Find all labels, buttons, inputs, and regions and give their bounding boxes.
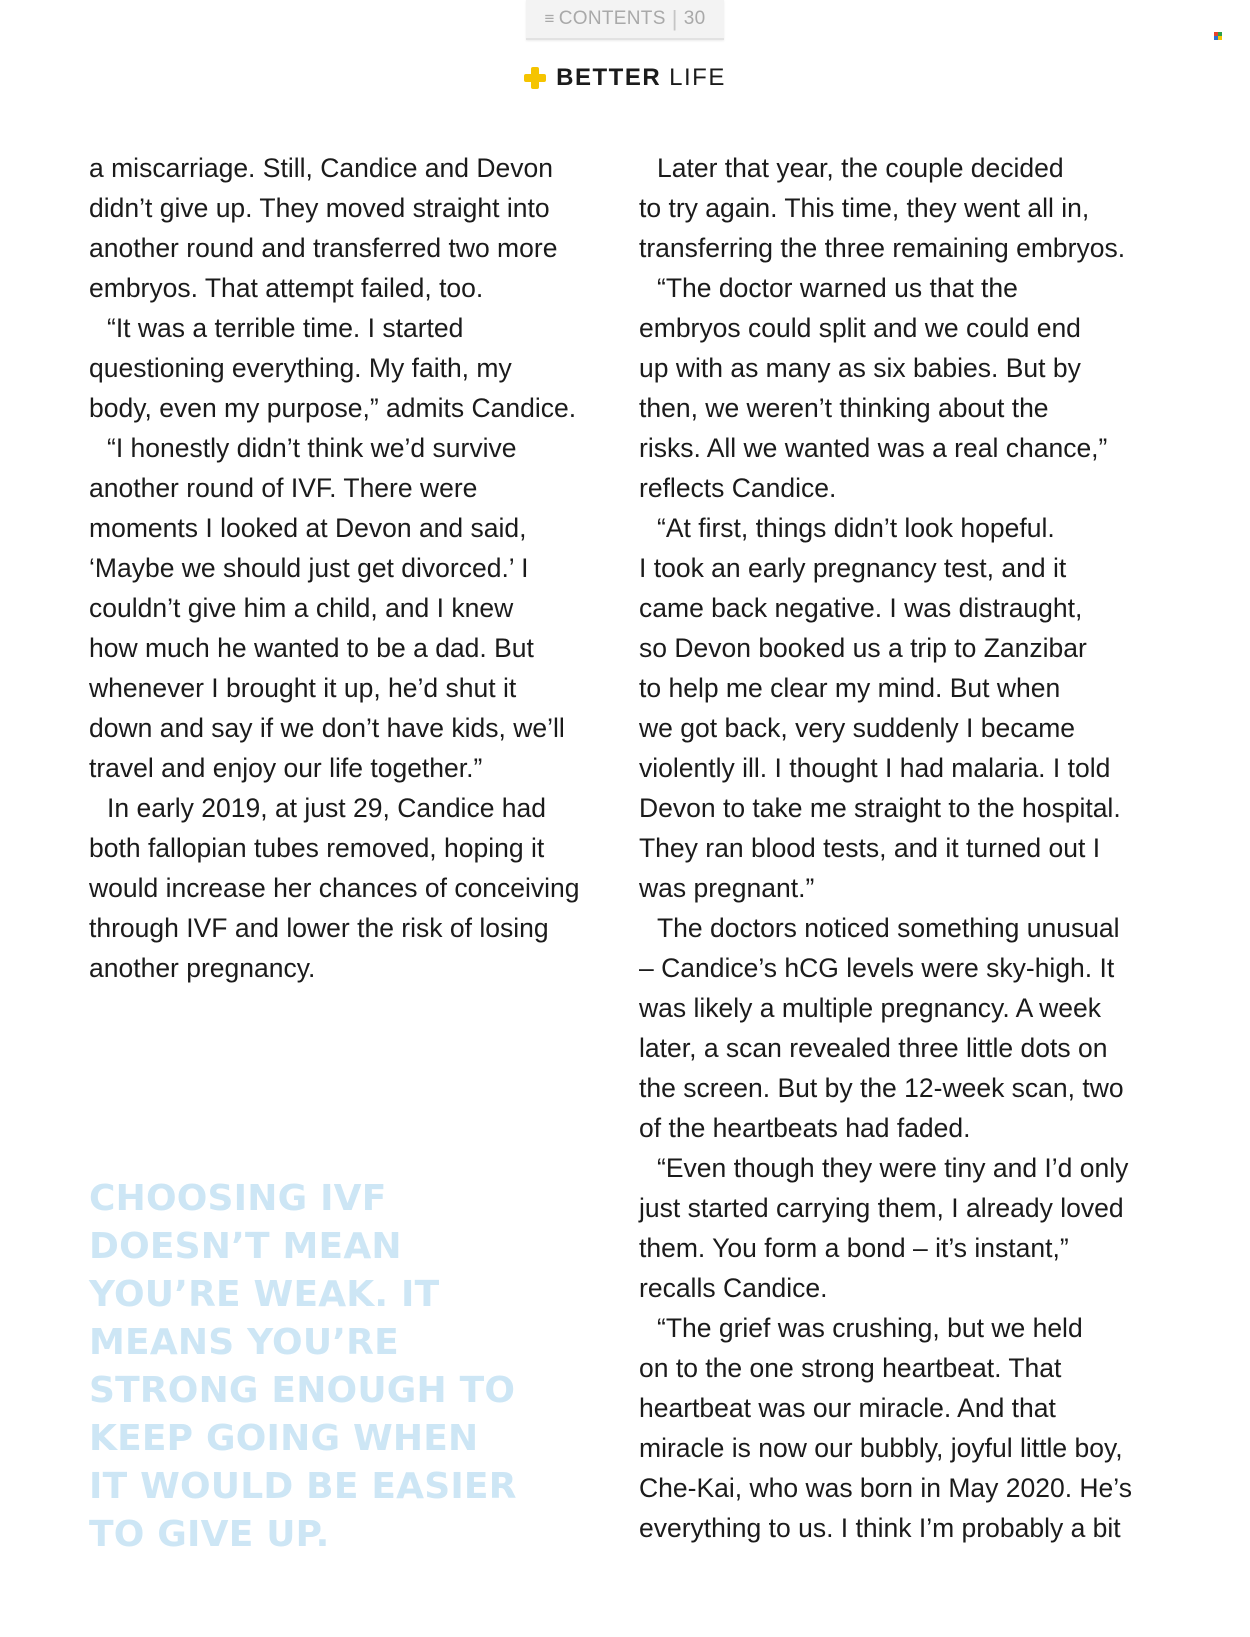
paragraph-line: on to the one strong heartbeat. That — [639, 1353, 1062, 1383]
pull-quote-line: STRONG ENOUGH TO — [89, 1370, 516, 1411]
article-left-column — [89, 148, 609, 988]
paragraph-line: later, a scan revealed three little dots on — [639, 1033, 1108, 1063]
corner-color-mark — [1214, 32, 1222, 40]
paragraph-line: questioning everything. My faith, my — [89, 353, 512, 383]
paragraph-line: recalls Candice. — [639, 1273, 828, 1303]
paragraph-line: another round and transferred two more — [89, 233, 558, 263]
pull-quote-line: DOESN’T MEAN — [89, 1226, 402, 1267]
yellow-cross-icon — [524, 67, 546, 89]
paragraph-line: embryos could split and we could end — [639, 313, 1081, 343]
paragraph-line: reflects Candice. — [639, 473, 837, 503]
paragraph-line: embryos. That attempt failed, too. — [89, 273, 484, 303]
pull-quote-line: IT WOULD BE EASIER — [89, 1466, 517, 1507]
section-title-bold: BETTER — [556, 64, 662, 91]
paragraph-line: moments I looked at Devon and said, — [89, 513, 527, 543]
paragraph-line: “It was a terrible time. I started — [107, 313, 464, 343]
contents-separator: | — [671, 6, 678, 31]
paragraph-line: transferring the three remaining embryos. — [639, 233, 1126, 263]
paragraph-line: They ran blood tests, and it turned out I — [639, 833, 1101, 863]
paragraph-line: The doctors noticed something unusual — [657, 913, 1120, 943]
paragraph-line: down and say if we don’t have kids, we’ll — [89, 713, 565, 743]
paragraph-line: couldn’t give him a child, and I knew — [89, 593, 514, 623]
paragraph-line: risks. All we wanted was a real chance,” — [639, 433, 1108, 463]
paragraph-line: “The grief was crushing, but we held — [657, 1313, 1083, 1343]
paragraph-line: “At first, things didn’t look hopeful. — [657, 513, 1055, 543]
pull-quote-line: MEANS YOU’RE — [89, 1322, 399, 1363]
paragraph-line: of the heartbeats had faded. — [639, 1113, 971, 1143]
pull-quote-line: YOU’RE WEAK. IT — [89, 1274, 440, 1315]
paragraph-line: how much he wanted to be a dad. But — [89, 633, 534, 663]
paragraph-line: “The doctor warned us that the — [657, 273, 1018, 303]
paragraph-line: would increase her chances of conceiving — [89, 873, 580, 903]
contents-label: CONTENTS — [558, 8, 666, 29]
paragraph-line: another round of IVF. There were — [89, 473, 478, 503]
paragraph-line: to help me clear my mind. But when — [639, 673, 1061, 703]
paragraph-line: Later that year, the couple decided — [657, 153, 1064, 183]
paragraph-line: was pregnant.” — [639, 873, 815, 903]
paragraph-line: everything to us. I think I’m probably a bit — [639, 1513, 1121, 1543]
paragraph-line: Che-Kai, who was born in May 2020. He’s — [639, 1473, 1132, 1503]
paragraph-line: was likely a multiple pregnancy. A week — [639, 993, 1102, 1023]
paragraph-line: just started carrying them, I already loved — [639, 1193, 1124, 1223]
paragraph-line: heartbeat was our miracle. And that — [639, 1393, 1056, 1423]
paragraph-line: a miscarriage. Still, Candice and Devon — [89, 153, 553, 183]
paragraph-line: travel and enjoy our life together.” — [89, 753, 483, 783]
paragraph-line: through IVF and lower the risk of losing — [89, 913, 549, 943]
paragraph-line: then, we weren’t thinking about the — [639, 393, 1049, 423]
paragraph-line: the screen. But by the 12-week scan, two — [639, 1073, 1124, 1103]
paragraph-line: to try again. This time, they went all in, — [639, 193, 1090, 223]
pull-quote-line: CHOOSING IVF — [89, 1178, 387, 1219]
paragraph-line: we got back, very suddenly I became — [639, 713, 1076, 743]
pull-quote — [89, 1175, 549, 1559]
paragraph-line: – Candice’s hCG levels were sky-high. It — [639, 953, 1115, 983]
paragraph-line: body, even my purpose,” admits Candice. — [89, 393, 577, 423]
paragraph-line: “I honestly didn’t think we’d survive — [107, 433, 517, 463]
paragraph-line: whenever I brought it up, he’d shut it — [89, 673, 517, 703]
paragraph-line: came back negative. I was distraught, — [639, 593, 1083, 623]
paragraph-line: both fallopian tubes removed, hoping it — [89, 833, 545, 863]
paragraph-line: “Even though they were tiny and I’d only — [657, 1153, 1129, 1183]
contents-button[interactable] — [526, 0, 724, 40]
paragraph-line: miracle is now our bubbly, joyful little boy, — [639, 1433, 1123, 1463]
pull-quote-line: TO GIVE UP. — [89, 1514, 330, 1555]
paragraph-line: another pregnancy. — [89, 953, 316, 983]
section-title-light: LIFE — [669, 64, 726, 91]
paragraph-line: In early 2019, at just 29, Candice had — [107, 793, 547, 823]
section-header — [0, 64, 1250, 92]
paragraph-line: them. You form a bond – it’s instant,” — [639, 1233, 1069, 1263]
paragraph-line: so Devon booked us a trip to Zanzibar — [639, 633, 1087, 663]
paragraph-line: Devon to take me straight to the hospital. — [639, 793, 1121, 823]
paragraph-line: didn’t give up. They moved straight into — [89, 193, 550, 223]
hamburger-icon: ≡ — [544, 9, 555, 28]
paragraph-line: I took an early pregnancy test, and it — [639, 553, 1067, 583]
paragraph-line: ‘Maybe we should just get divorced.’ I — [89, 553, 529, 583]
pull-quote-line: KEEP GOING WHEN — [89, 1418, 479, 1459]
paragraph-line: violently ill. I thought I had malaria. I told — [639, 753, 1111, 783]
article-right-column — [639, 148, 1159, 1548]
page-number: 30 — [683, 8, 706, 29]
paragraph-line: up with as many as six babies. But by — [639, 353, 1081, 383]
